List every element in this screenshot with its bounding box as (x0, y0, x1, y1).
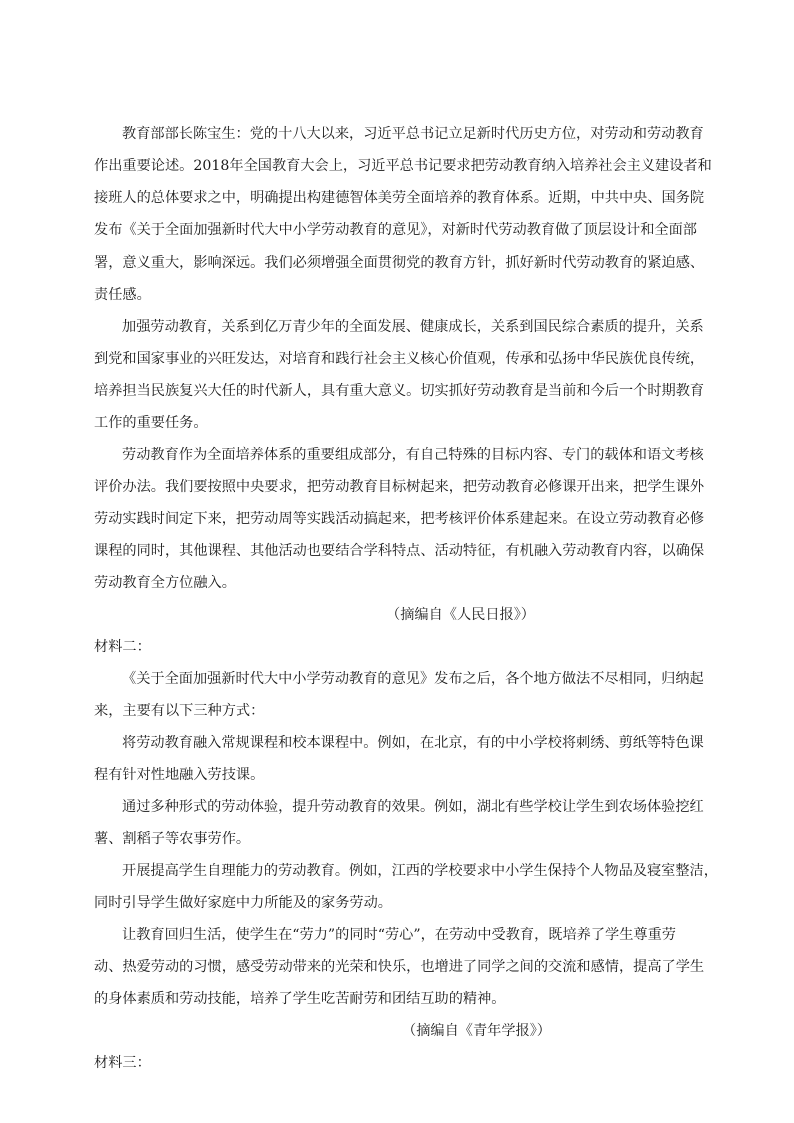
material-2-para-1-line-1: 《关于全面加强新时代大中小学劳动教育的意见》发布之后，各个地方做法不尽相同，归纳起 (122, 671, 704, 687)
material-2-para-3-line-1: 通过多种形式的劳动体验，提升劳动教育的效果。例如，湖北有些学校让学生到农场体验挖红 (122, 799, 704, 815)
material-2-para-5-line-3: 的身体素质和劳动技能，培养了学生吃苦耐劳和团结互助的精神。 (94, 991, 506, 1007)
paragraph-3-line-4: 课程的同时，其他课程、其他活动也要结合学科特点、活动特征，有机融入劳动教育内容，以确保 (94, 543, 705, 559)
material-2-para-1-line-2: 来，主要有以下三种方式： (94, 703, 265, 719)
paragraph-1-line-2: 作出重要论述。2018年全国教育大会上，习近平总书记要求把劳动教育纳入培养社会主义建设者和 (94, 158, 712, 174)
material-3-heading: 材料三： (94, 1055, 151, 1071)
paragraph-2-line-2: 到党和国家事业的兴旺发达，对培育和践行社会主义核心价值观，传承和弘扬中华民族优良传统， (94, 351, 705, 367)
paragraph-3-line-1: 劳动教育作为全面培养体系的重要组成部分，有自己特殊的目标内容、专门的载体和语文考核 (122, 447, 704, 463)
material-2-para-5-line-1: 让教育回归生活，使学生在“劳力”的同时“劳心”，在劳动中受教育，既培养了学生尊重劳 (122, 927, 676, 943)
paragraph-2-line-3: 培养担当民族复兴大任的时代新人，具有重大意义。切实抓好劳动教育是当前和今后一个时期教育 (94, 383, 705, 399)
source-citation-1: （摘编自《人民日报》） (386, 607, 535, 623)
paragraph-1-line-1: 教育部部长陈宝生：党的十八大以来，习近平总书记立足新时代历史方位，对劳动和劳动教育 (122, 126, 704, 142)
paragraph-3-line-5: 劳动教育全方位融入。 (94, 575, 236, 591)
paragraph-3-line-2: 评价办法。我们要按照中央要求，把劳动教育目标树起来，把劳动教育必修课开出来，把学生课外 (94, 479, 705, 495)
paragraph-1-line-3: 接班人的总体要求之中，明确提出构建德智体美劳全面培养的教育体系。近期，中共中央、国务院 (94, 190, 705, 206)
paragraph-2-line-1: 加强劳动教育，关系到亿万青少年的全面发展、健康成长，关系到国民综合素质的提升，关系 (122, 319, 704, 335)
material-2-para-3-line-2: 薯、割稻子等农事劳作。 (94, 831, 251, 847)
material-2-para-5-line-2: 动、热爱劳动的习惯，感受劳动带来的光荣和快乐，也增进了同学之间的交流和感情，提高了学生 (94, 959, 705, 975)
material-2-para-4-line-1: 开展提高学生自理能力的劳动教育。例如，江西的学校要求中小学生保持个人物品及寝室整洁， (122, 863, 718, 879)
paragraph-3-line-3: 劳动实践时间定下来，把劳动周等实践活动搞起来，把考核评价体系建起来。在设立劳动教育必修 (94, 511, 705, 527)
paragraph-1-line-4: 发布《关于全面加强新时代大中小学劳动教育的意见》，对新时代劳动教育做了顶层设计和全面部 (94, 222, 697, 238)
material-2-heading: 材料二： (94, 639, 151, 655)
paragraph-1-line-5: 署，意义重大，影响深远。我们必须增强全面贯彻党的教育方针，抓好新时代劳动教育的紧迫感、 (94, 255, 705, 271)
paragraph-1-line-6: 责任感。 (94, 287, 151, 303)
material-2-para-2-line-1: 将劳动教育融入常规课程和校本课程中。例如，在北京，有的中小学校将刺绣、剪纸等特色课 (122, 735, 704, 751)
material-2-para-4-line-2: 同时引导学生做好家庭中力所能及的家务劳动。 (94, 895, 392, 911)
paragraph-2-line-4: 工作的重要任务。 (94, 415, 208, 431)
source-citation-2: （摘编自《青年学报》） (402, 1023, 551, 1039)
material-2-para-2-line-2: 程有针对性地融入劳技课。 (94, 767, 265, 783)
